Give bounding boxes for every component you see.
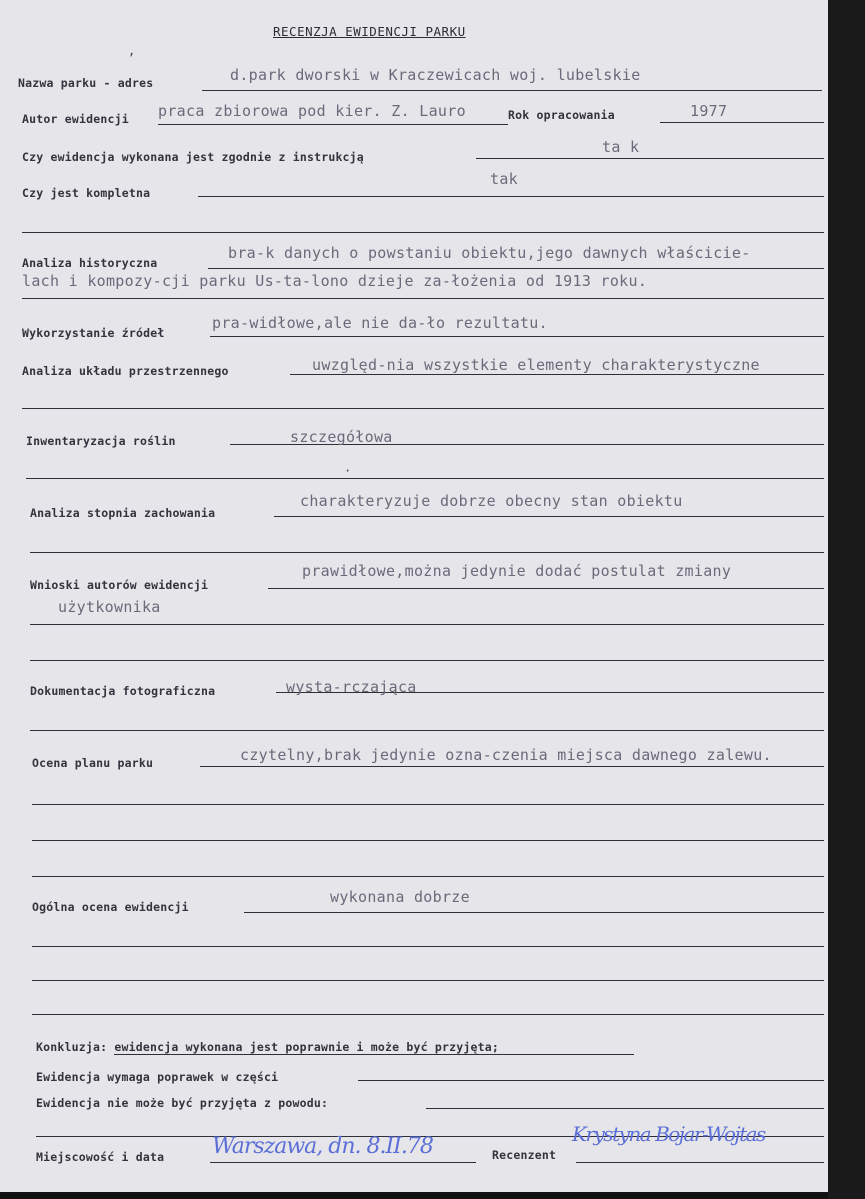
preservation-label: Analiza stopnia zachowania [30, 506, 216, 520]
conclusions-line [268, 588, 824, 589]
historical-value-2: lach i kompozy-cji parku Us-ta-lono dzieje za-łożenia od 1913 roku. [22, 272, 648, 290]
blank-line [22, 408, 824, 409]
compliance-label: Czy ewidencja wykonana jest zgodnie z instrukcją [22, 150, 364, 164]
year-label: Rok opracowania [508, 108, 615, 122]
plan-line [200, 766, 824, 767]
complete-label: Czy jest kompletna [22, 186, 151, 200]
verdict-accepted: Konkluzja: ewidencja wykonana jest poprawnie i może być przyjęta; [36, 1040, 500, 1054]
blank-line [30, 552, 824, 553]
plan-value: czytelny,brak jedynie ozna-czenia miejsca dawnego zalewu. [240, 746, 772, 764]
blank-line [30, 730, 824, 731]
overall-value: wykonana dobrze [330, 888, 470, 906]
photo-docs-value: wysta-rczająca [286, 678, 417, 696]
year-line [660, 122, 824, 123]
layout-analysis-line [290, 374, 824, 375]
conclusions-value-1: prawidłowe,można jedynie dodać postulat zmiany [302, 562, 732, 580]
verdict-corrections-line [358, 1080, 824, 1081]
complete-value: tak [490, 170, 518, 188]
photo-docs-label: Dokumentacja fotograficzna [30, 684, 216, 698]
conclusions-line-2 [30, 624, 824, 625]
author-line [158, 124, 508, 125]
year-value: 1977 [690, 102, 728, 120]
park-name-label: Nazwa parku - adres [18, 76, 154, 90]
place-date-label: Miejscowość i data [36, 1150, 165, 1164]
blank-line [32, 840, 824, 841]
verdict-underline [114, 1054, 634, 1055]
reviewer-label: Recenzent [492, 1148, 557, 1162]
conclusions-value-2: użytkownika [58, 598, 161, 616]
inventory-value: szczegółowa [290, 428, 393, 446]
blank-line [22, 232, 824, 233]
sources-line [210, 336, 824, 337]
stray-mark: , [128, 44, 136, 58]
layout-analysis-value: uwzględ-nia wszystkie elementy charakterystyczne [312, 356, 760, 374]
historical-line-2 [22, 298, 824, 299]
blank-line [30, 660, 824, 661]
compliance-line [476, 158, 824, 159]
overall-line [244, 912, 824, 913]
document-title: RECENZJA EWIDENCJI PARKU [273, 24, 466, 39]
compliance-value: ta k [602, 138, 640, 156]
historical-line [208, 268, 824, 269]
blank-line [32, 946, 824, 947]
preservation-value: charakteryzuje dobrze obecny stan obiektu [300, 492, 683, 510]
stray-mark: · [344, 464, 352, 478]
blank-line [32, 804, 824, 805]
preservation-line [274, 516, 824, 517]
place-date-line [210, 1162, 476, 1163]
scan-edge [828, 0, 865, 1199]
park-name-line [202, 90, 822, 91]
author-value: praca zbiorowa pod kier. Z. Lauro [158, 102, 466, 120]
park-name-value: d.park dworski w Kraczewicach woj. lubelskie [230, 66, 641, 84]
complete-line [198, 196, 824, 197]
author-label: Autor ewidencji [22, 112, 129, 126]
verdict-rejected-label: Ewidencja nie może być przyjęta z powodu: [36, 1096, 329, 1110]
verdict-rejected-line [426, 1108, 824, 1109]
verdict-corrections-label: Ewidencja wymaga poprawek w części [36, 1070, 279, 1084]
sources-label: Wykorzystanie źródeł [22, 326, 165, 340]
conclusions-label: Wnioski autorów ewidencji [30, 578, 209, 592]
sources-value: pra-widłowe,ale nie da-ło rezultatu. [212, 314, 548, 332]
historical-value-1: bra-k danych o powstaniu obiektu,jego dawnych właścicie- [228, 244, 751, 262]
place-date-handwriting: Warszawa, dn. 8.II.78 [212, 1134, 433, 1159]
blank-line [32, 1014, 824, 1015]
overall-label: Ogólna ocena ewidencji [32, 900, 189, 914]
reviewer-signature: Krystyna Bojar-Wojtas [572, 1122, 765, 1146]
reviewer-line [576, 1162, 824, 1163]
plan-label: Ocena planu parku [32, 756, 154, 770]
inventory-label: Inwentaryzacja roślin [26, 434, 176, 448]
blank-line [32, 980, 824, 981]
blank-line [26, 478, 824, 479]
layout-analysis-label: Analiza układu przestrzennego [22, 364, 229, 378]
blank-line [32, 876, 824, 877]
historical-label: Analiza historyczna [22, 256, 158, 270]
